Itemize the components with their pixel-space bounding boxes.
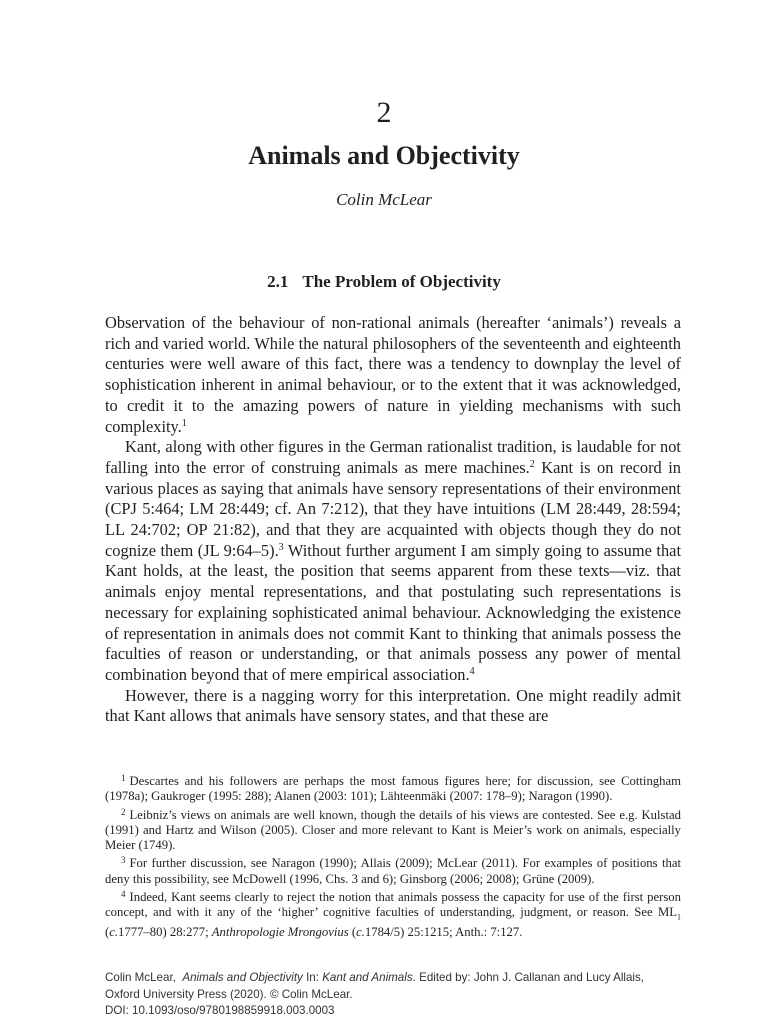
citation-publisher: Oxford University Press (2020). © Colin McLear. <box>105 987 353 1001</box>
paragraph-text: Without further argument I am simply going to assume that Kant holds, at the least, the position that seems apparent from these texts—viz. that animals enjoy mental representations, and that postulating such representations is necessary for explaining sophisticated animal behaviour. Acknowledging the existence of representation in animals does not commit Kant to thinking that animals possess the faculties of reason or understanding, or that animals possess any power of mental combination beyond that of mere empirical association. <box>105 540 681 684</box>
subscript: 1 <box>677 912 681 922</box>
footnote-mark: 3 <box>121 855 126 866</box>
footnote-text: Leibniz’s views on animals are well known, though the details of his views are contested. See e.g. Kulstad (1991) and Hartz and Wilson (2005). Closer and more relevant to Kant is Meier’s work on animals, especially Meier (1749). <box>105 807 681 853</box>
citation-book: Kant and Animals <box>322 971 413 984</box>
footnote-text: For further discussion, see Naragon (1990); Allais (2009); McLear (2011). For examples of positions that deny this possibility, see McDowell (1996, Chs. 3 and 6); Ginsborg (2006; 2008); Grüne (2009). <box>105 856 681 886</box>
footnote-4 <box>105 887 681 940</box>
citation-line-1 <box>105 970 705 987</box>
section-title: The Problem of Objectivity <box>302 272 501 291</box>
citation-block <box>105 970 705 1020</box>
footnote-text: Descartes and his followers are perhaps the most famous figures here; for discussion, see Cottingham (1978a); Gaukroger (1995: 288); Alanen (2003: 101); Lähteenmäki (2007: 178–9); Naragon (1990). <box>105 774 681 804</box>
footnote-ref: 1 <box>181 417 187 429</box>
citation-doi[interactable]: DOI: 10.1093/oso/9780198859918.003.0003 <box>105 1004 335 1018</box>
footnote-text: 1777–80) 28:277; <box>118 925 212 940</box>
body-text <box>105 313 681 727</box>
footnotes <box>105 771 681 941</box>
footnote-text: Indeed, Kant seems clearly to reject the notion that animals possess the capacity for use of the first person concept, and with it any of the ‘higher’ cognitive faculties of understanding, judgment, or reason. See ML <box>105 890 681 920</box>
footnote-2 <box>105 805 681 854</box>
footnote-1 <box>105 771 681 805</box>
citation-author: Colin McLear, <box>105 971 176 984</box>
footnote-mark: 2 <box>121 806 126 817</box>
footnote-text: ( <box>105 925 110 940</box>
paragraph-3 <box>105 686 681 727</box>
paragraph-text: Kant is on record in various places as saying that animals have sensory representations of their environment (CPJ 5:464; LM 28:449; cf. An 7:212), that they have intuitions (LM 28:449, 28:594; LL 24:702; OP 21:82), and that they are acquainted with objects though they do not cognize them (JL 9:64–5). <box>105 457 681 560</box>
footnote-3 <box>105 853 681 887</box>
work-title: Anthropologie Mrongovius <box>211 925 349 940</box>
section-heading <box>0 270 768 294</box>
footnote-ref: 2 <box>529 458 535 470</box>
footnote-mark: 4 <box>121 889 126 900</box>
circa-abbrev: c. <box>356 925 365 940</box>
chapter-author: Colin McLear <box>336 190 432 209</box>
paragraph-text: Observation of the behaviour of non-rational animals (hereafter ‘animals’) reveals a rich and varied world. While the natural philosophers of the seventeenth and eighteenth centuries were well aware of this fact, there was a tendency to downplay the level of sophistication inherent in animal behaviour, or to the extent that it was acknowledged, to credit it to the amazing powers of nature in yielding mechanisms with such complexity. <box>105 313 681 436</box>
footnote-text: ( <box>348 925 357 940</box>
citation-in: In: <box>302 971 323 984</box>
paragraph-2 <box>105 437 681 685</box>
citation-title: Animals and Objectivity <box>182 971 303 984</box>
paragraph-text: Kant, along with other figures in the German rationalist tradition, is laudable for not falling into the error of construing animals as mere machines. <box>105 437 681 477</box>
footnote-ref: 4 <box>469 665 475 677</box>
circa-abbrev: c. <box>109 925 119 940</box>
footnote-ref: 3 <box>278 541 284 553</box>
chapter-number: 2 <box>376 96 392 129</box>
citation-editors: . Edited by: John J. Callanan and Lucy Allais, <box>412 971 645 984</box>
footnote-text: 1784/5) 25:1215; Anth.: 7:127. <box>364 925 523 940</box>
paragraph-text: However, there is a nagging worry for this interpretation. One might readily admit that Kant allows that animals have sensory states, and that these are <box>105 685 681 726</box>
chapter-title: Animals and Objectivity <box>248 141 520 170</box>
footnote-mark: 1 <box>121 773 126 783</box>
paragraph-1 <box>105 313 681 437</box>
section-number: 2.1 <box>267 272 289 291</box>
